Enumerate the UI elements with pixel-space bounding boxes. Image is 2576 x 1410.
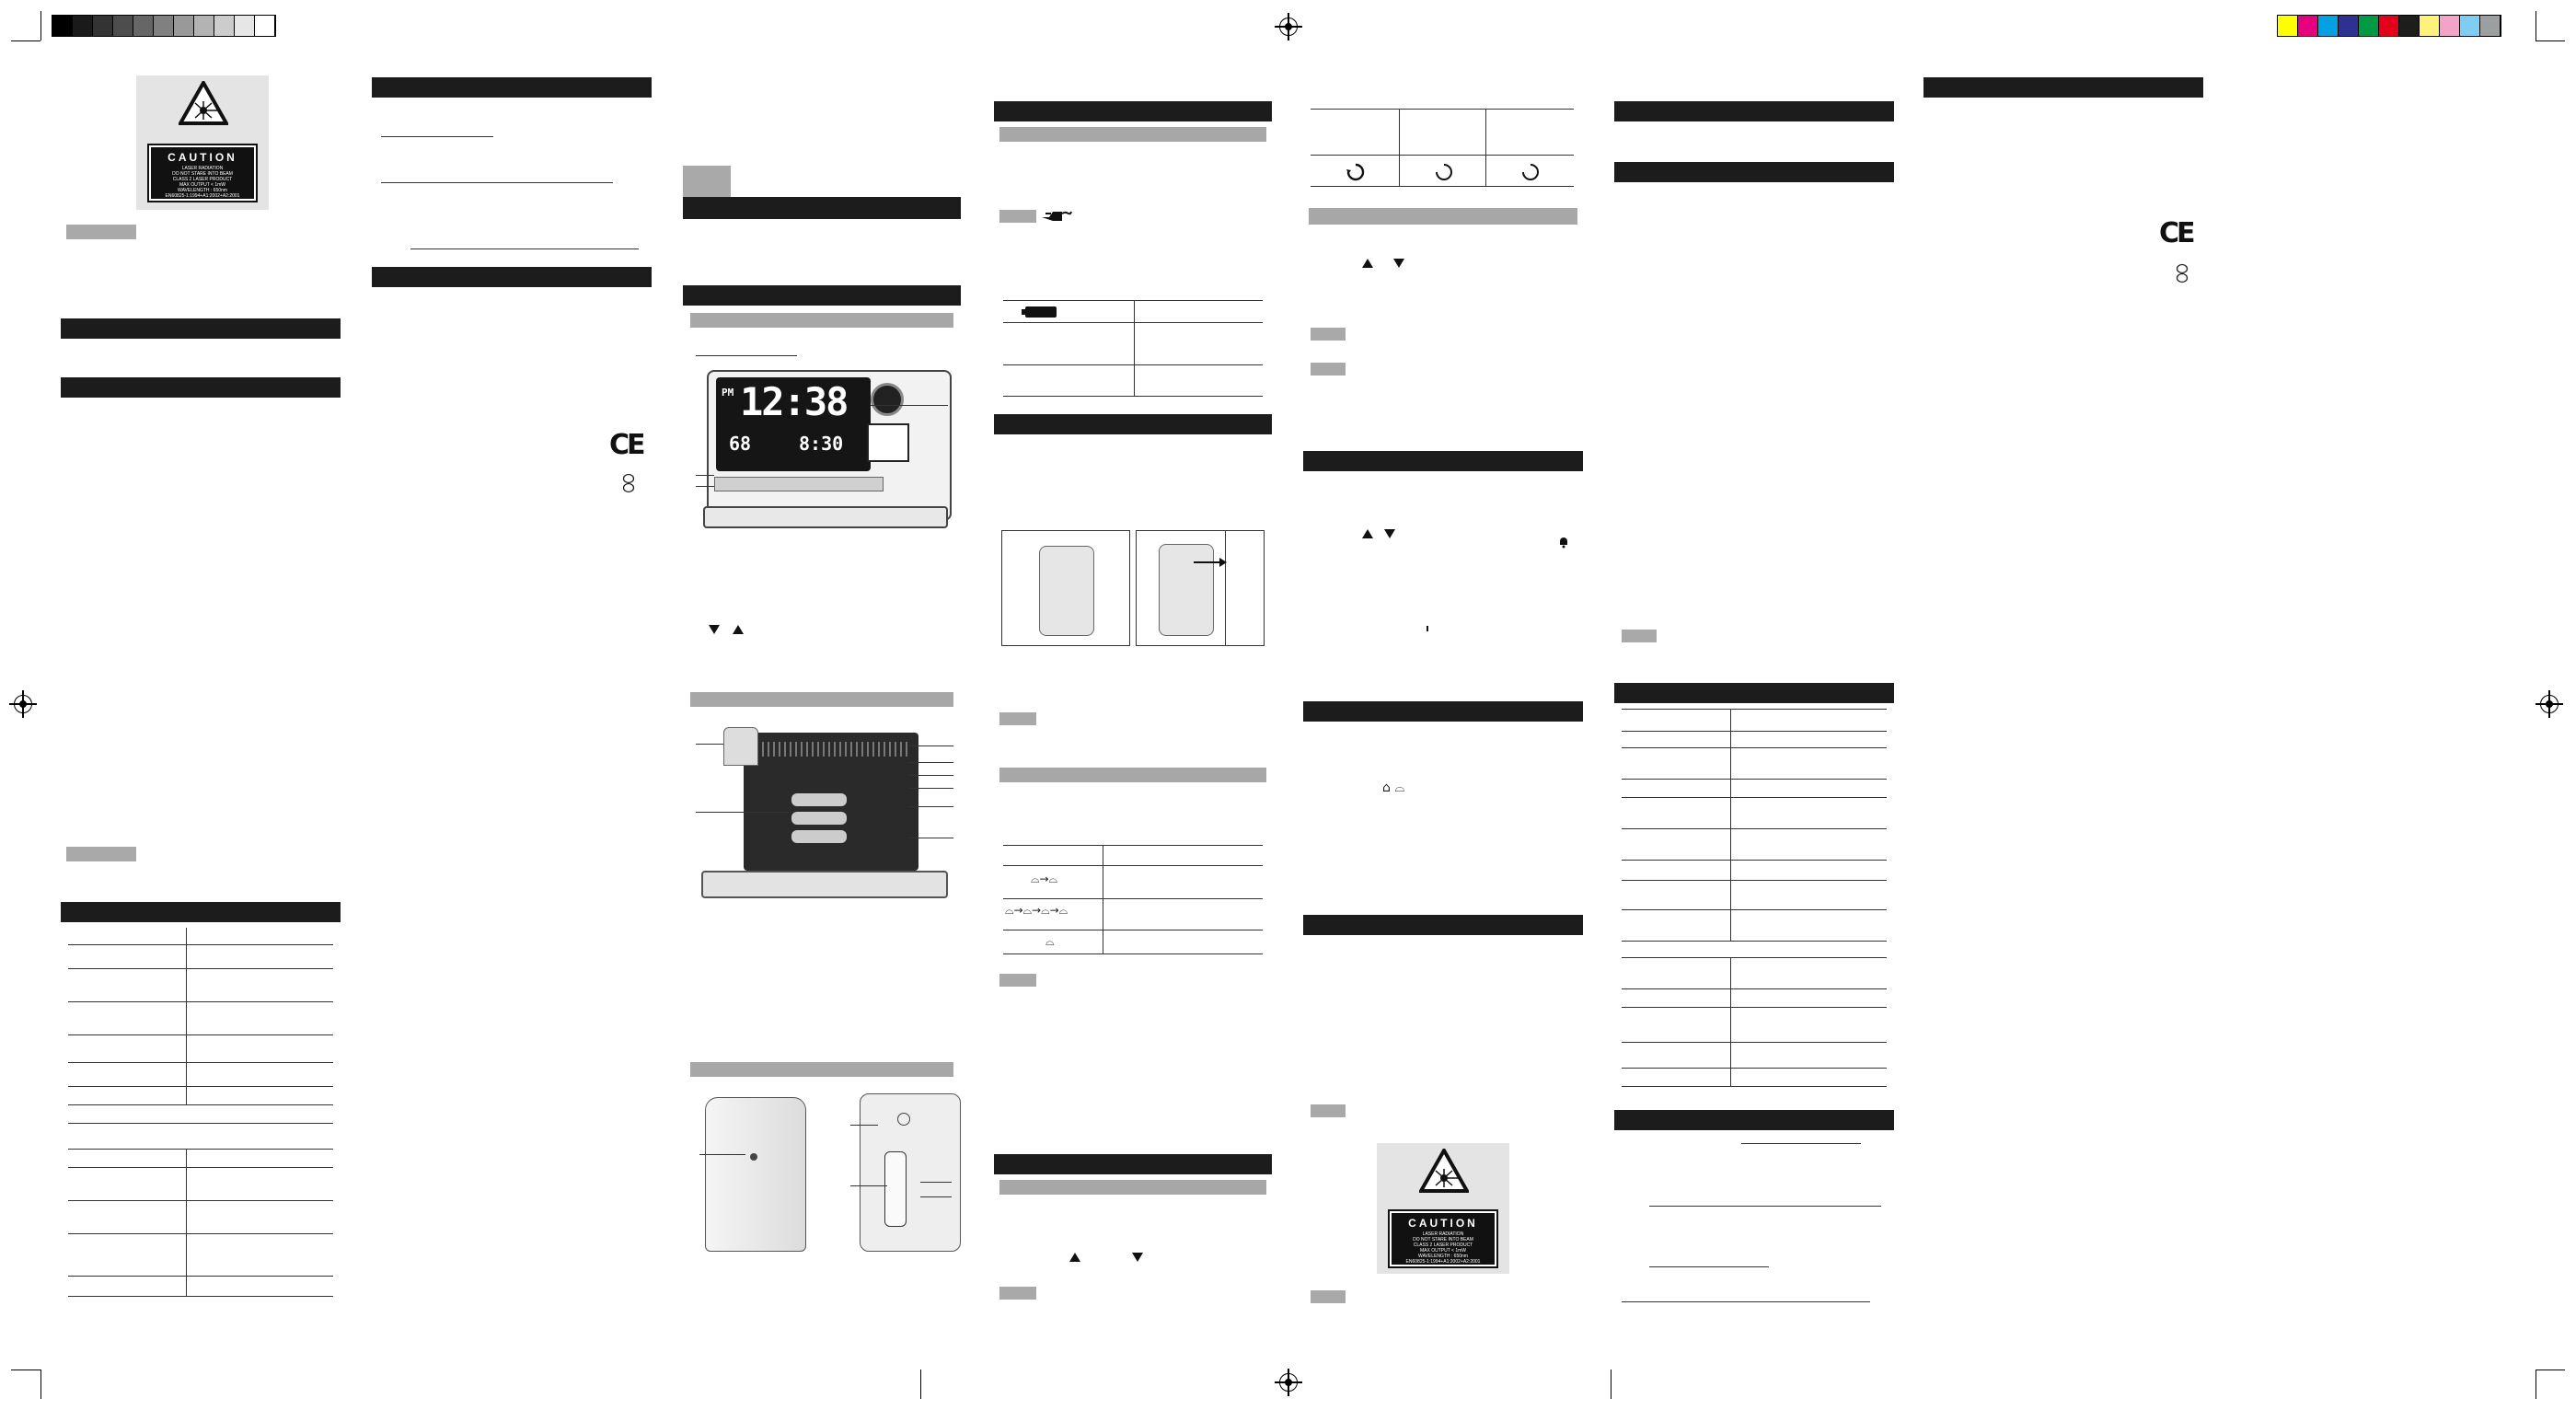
note-chip <box>999 1287 1036 1300</box>
laser-warning-icon <box>1419 1149 1469 1193</box>
color-swatch <box>2339 16 2359 36</box>
section-header-bar <box>61 902 341 922</box>
callout-line <box>850 1185 887 1186</box>
section-header-bar <box>61 318 341 339</box>
note-chip <box>1311 328 1346 341</box>
underline-rule <box>1741 1143 1861 1144</box>
note-chip <box>1311 363 1346 376</box>
callout-line <box>850 1125 878 1126</box>
registration-mark <box>1279 17 1298 36</box>
signal-table <box>1003 845 1263 955</box>
clock-back-illustration <box>696 723 953 915</box>
grey-swatch <box>73 16 93 36</box>
note-chip <box>999 974 1036 987</box>
color-swatch <box>2399 16 2420 36</box>
sub-header-bar <box>690 1062 953 1077</box>
caution-line: LASER RADIATION <box>181 166 224 171</box>
caution-line: DO NOT STARE INTO BEAM <box>172 171 233 177</box>
projection-rotation-table <box>1311 109 1574 188</box>
callout-line <box>920 1196 952 1197</box>
underline-rule <box>381 136 493 137</box>
sub-header-bar <box>690 692 953 707</box>
crop-mark <box>2536 40 2565 41</box>
time-display: 12:38 <box>740 379 848 424</box>
color-swatch <box>2460 16 2480 36</box>
sensor-wall-image <box>1001 530 1130 646</box>
signal-icon: ⌓ <box>1045 935 1055 948</box>
note-chip <box>999 210 1036 223</box>
section-header-bar <box>1614 101 1894 121</box>
arrow-down-icon <box>1132 1250 1143 1266</box>
caution-line: MAX OUTPUT < 1mW <box>179 182 226 188</box>
battery-icon <box>1022 306 1058 318</box>
laser-warning-icon <box>179 81 228 125</box>
color-swatch <box>2420 16 2440 36</box>
section-header-bar <box>1614 162 1894 182</box>
caution-line: DO NOT STARE INTO BEAM <box>1413 1237 1473 1242</box>
section-header-bar <box>683 285 961 306</box>
grey-swatch <box>154 16 174 36</box>
laser-sticker <box>867 423 909 462</box>
arrow-up-icon <box>1069 1250 1080 1266</box>
grey-swatch <box>174 16 194 36</box>
caution-warning-image <box>136 75 269 210</box>
grey-swatch <box>113 16 133 36</box>
arrow-down-icon <box>1384 526 1395 543</box>
caution-line: LASER RADIATION <box>1422 1231 1464 1237</box>
arrow-down-icon <box>709 622 720 639</box>
caution-line: EN60825-1:1994+A1:2002+A2:2001 <box>1405 1259 1481 1265</box>
section-header-bar <box>372 267 652 287</box>
section-header-bar <box>994 1154 1272 1174</box>
arrow-up-icon <box>1362 256 1373 272</box>
registration-mark <box>2540 695 2559 713</box>
caution-label <box>149 145 256 201</box>
underline-rule <box>381 182 613 183</box>
ampm-indicator: PM <box>722 387 734 399</box>
indoor-temp-display: 68 <box>729 433 752 455</box>
grey-swatch <box>214 16 235 36</box>
note-chip <box>999 712 1036 725</box>
grey-swatch <box>255 16 275 36</box>
color-swatch <box>2298 16 2318 36</box>
section-header-bar <box>994 101 1272 121</box>
ce-mark: CE <box>2159 217 2193 249</box>
callout-line <box>920 1182 952 1183</box>
note-chip <box>66 225 136 239</box>
recycle-icon <box>2176 263 2189 283</box>
plug-icon <box>1040 206 1073 225</box>
caution-title: CAUTION <box>1408 1217 1478 1230</box>
color-swatch <box>2379 16 2399 36</box>
language-tab <box>683 166 731 199</box>
color-swatch <box>2318 16 2339 36</box>
sensor-icon: ⌂ ⌓ <box>1382 780 1405 795</box>
spec-table-2 <box>1622 709 1887 1093</box>
caution-line: WAVELENGTH : 650nm <box>178 188 227 193</box>
section-header-bar <box>1303 915 1583 935</box>
projector-head <box>871 383 904 416</box>
sensor-open-image <box>1136 530 1265 646</box>
note-chip <box>66 847 136 861</box>
clock-lcd <box>716 377 871 471</box>
bell-icon <box>1557 536 1570 549</box>
clock-front-illustration <box>696 350 953 543</box>
grey-swatch <box>194 16 214 36</box>
caution-line: EN60825-1:1994+A1:2002+A2:2001 <box>165 193 240 199</box>
sub-header-bar <box>999 127 1266 142</box>
caution-line: MAX OUTPUT < 1mW <box>1419 1248 1467 1254</box>
arrow-up-icon <box>733 622 744 639</box>
crop-mark <box>11 40 40 41</box>
small-tick <box>1427 626 1428 631</box>
battery-table <box>1003 300 1263 398</box>
rotate-icon <box>1520 162 1541 182</box>
grey-swatch <box>93 16 113 36</box>
section-header-bar <box>1614 683 1894 703</box>
crop-mark <box>40 11 41 40</box>
caution-line: CLASS 2 LASER PRODUCT <box>172 177 233 182</box>
arrow-up-icon <box>1362 526 1373 543</box>
sensor-front-illustration <box>705 1097 806 1252</box>
sub-header-bar <box>999 1180 1266 1195</box>
section-header-bar <box>1303 701 1583 722</box>
registration-mark <box>14 695 32 713</box>
alarm-time-display: 8:30 <box>799 433 844 455</box>
section-header-bar <box>683 197 961 219</box>
underline-rule <box>1649 1206 1881 1207</box>
grey-swatch <box>52 16 73 36</box>
arrow-down-icon <box>1393 256 1404 272</box>
recycle-icon <box>622 473 635 493</box>
section-header-bar <box>61 377 341 398</box>
note-chip <box>1311 1290 1346 1303</box>
registration-mark <box>1279 1373 1298 1392</box>
signal-icon: ⌓→⌓ <box>1031 873 1058 885</box>
color-swatch <box>2278 16 2298 36</box>
section-header-bar <box>1303 451 1583 471</box>
underline-rule <box>1649 1266 1769 1267</box>
color-swatch <box>2359 16 2379 36</box>
crop-mark <box>920 1370 921 1399</box>
underline-rule <box>410 248 639 249</box>
sensor-back-illustration <box>860 1093 961 1252</box>
spec-table <box>68 928 333 1298</box>
caution-line: WAVELENGTH : 650nm <box>1418 1254 1468 1259</box>
grey-swatch <box>133 16 154 36</box>
color-swatch <box>2440 16 2460 36</box>
sub-header-bar <box>1309 208 1577 225</box>
note-chip <box>1311 1104 1346 1117</box>
grey-swatch <box>235 16 255 36</box>
sub-header-bar <box>690 313 953 328</box>
caution-title: CAUTION <box>167 151 237 164</box>
caution-line: CLASS 2 LASER PRODUCT <box>1413 1242 1473 1248</box>
section-header-bar <box>372 77 652 98</box>
ce-mark: CE <box>609 429 643 461</box>
callout-line <box>699 1154 745 1155</box>
section-header-bar <box>1614 1110 1894 1130</box>
caution-warning-image-2 <box>1377 1143 1509 1274</box>
color-bar <box>2277 15 2501 37</box>
signal-icon: ⌓→⌓→⌓→⌓ <box>1005 904 1069 917</box>
caution-label <box>1390 1211 1496 1266</box>
underline-rule <box>1622 1301 1870 1302</box>
rotate-icon <box>1434 162 1454 182</box>
color-swatch <box>2480 16 2501 36</box>
grey-scale-bar <box>52 15 276 37</box>
note-chip <box>1622 630 1657 642</box>
section-header-bar <box>1923 77 2203 98</box>
section-header-bar <box>994 414 1272 434</box>
rotate-icon <box>1346 162 1366 182</box>
sub-header-bar <box>999 768 1266 782</box>
crop-mark <box>40 1370 41 1399</box>
